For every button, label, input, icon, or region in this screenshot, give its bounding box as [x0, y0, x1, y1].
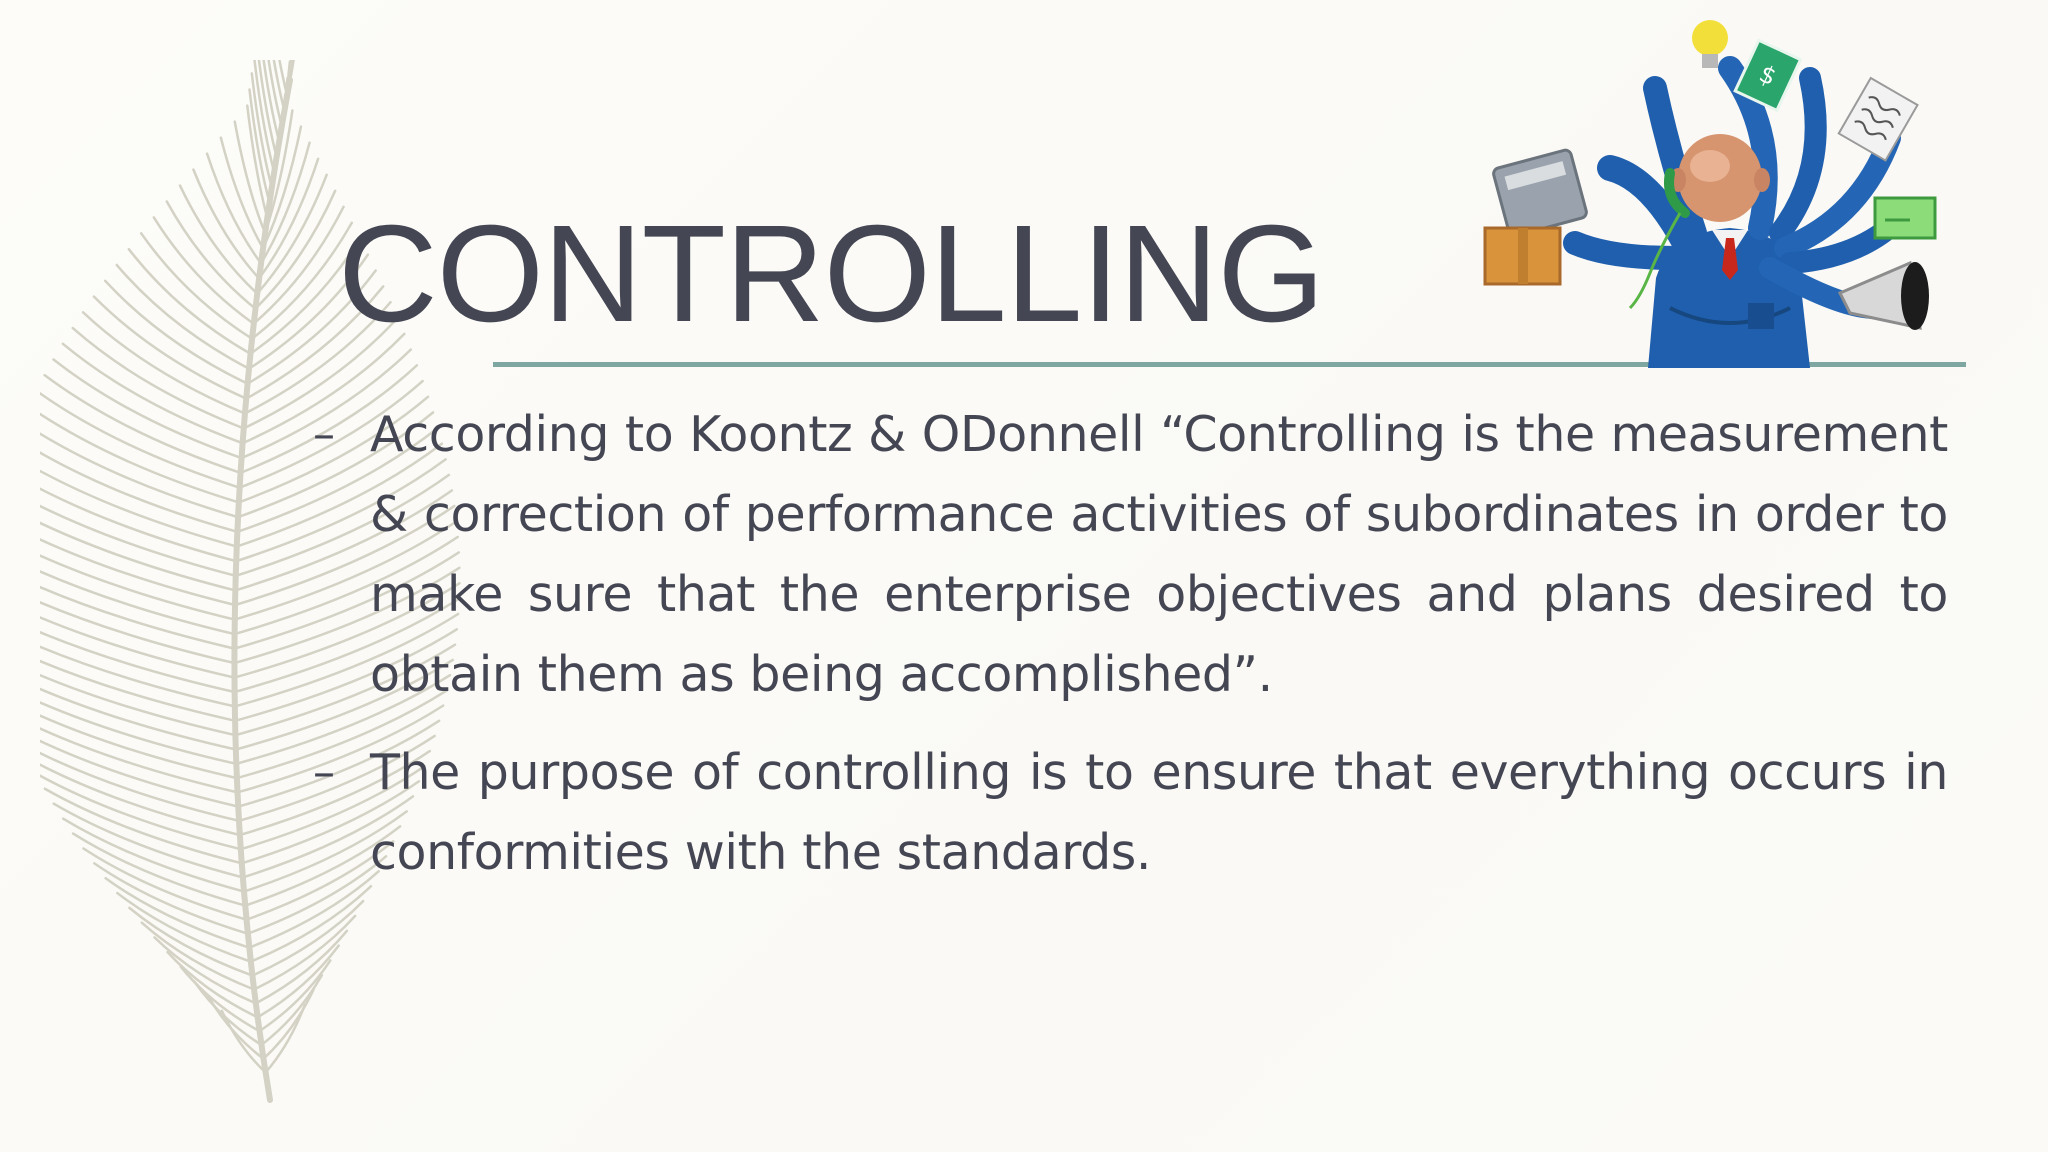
- bullet-text: The purpose of controlling is to ensure that everything occurs in conformities with the standards.: [370, 744, 1948, 881]
- list-item: [313, 395, 1948, 715]
- list-item: [313, 733, 1948, 893]
- bullet-text: According to Koontz & ODonnell “Controlling is the measurement & correction of performance activities of subordinates in order to make sure that the enterprise objectives and plans desired to obtain them as being accomplished”.: [370, 406, 1948, 703]
- multitasking-manager-icon: [1480, 8, 1950, 368]
- slide-title: CONTROLLING: [338, 197, 1324, 351]
- bullet-marker: –: [313, 747, 335, 798]
- bullet-marker: –: [313, 409, 335, 460]
- bullet-list: [313, 395, 1948, 911]
- svg-text:$: $: [1754, 59, 1781, 92]
